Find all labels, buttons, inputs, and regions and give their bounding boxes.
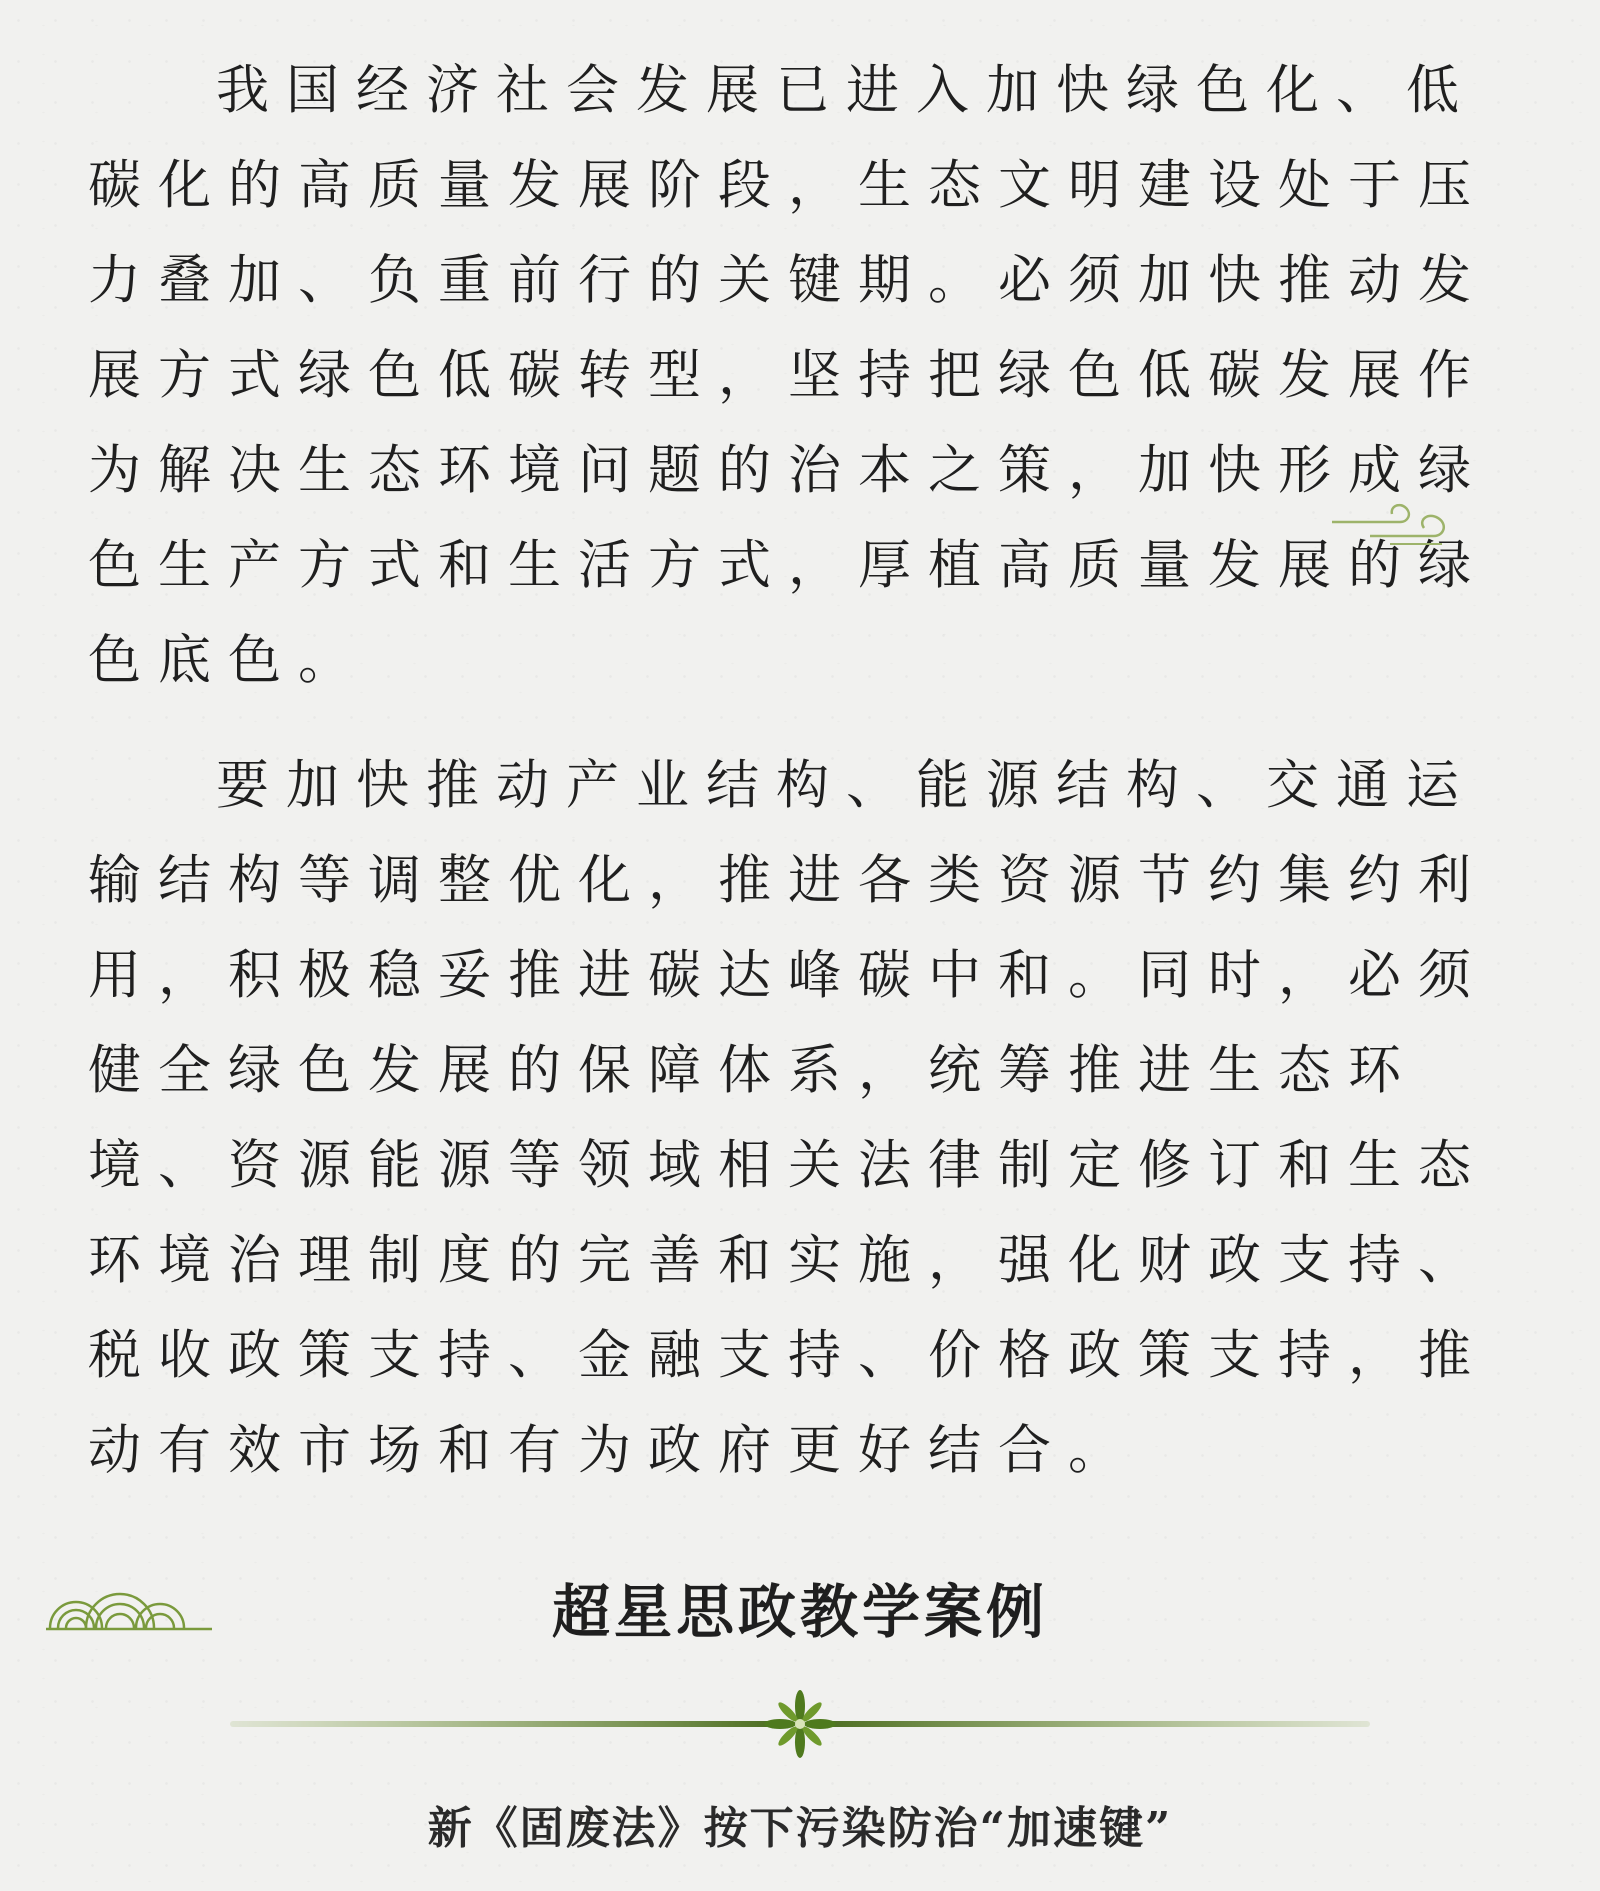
section-title: 超星思政教学案例 [551,1578,1048,1646]
paragraph-2: 要加快推动产业结构、能源结构、交通运输结构等调整优化，推进各类资源节约集约利用，积极稳妥推进碳达峰碳中和。同时，必须健全绿色发展的保障体系，统筹推进生态环境、资源能源等领域相关法律制定修订和生态环境治理制度的完善和实施，强化财政支持、税收政策支持、金融支持、价格政策支持，推动有效市场和有为政府更好结合。 [88,755,1488,1481]
leaf-star-icon [230,1690,1370,1760]
cloud-icon [1330,500,1450,546]
paragraph-1: 我国经济社会发展已进入加快绿色化、低碳化的高质量发展阶段，生态文明建设处于压力叠加、负重前行的关键期。必须加快推动发展方式绿色低碳转型，坚持把绿色低碳发展作为解决生态环境问题的治本之策，加快形成绿色生产方式和生活方式，厚植高质量发展的绿色底色。 [88,60,1488,691]
subtitle: 新《固废法》按下污染防治“加速键” [427,1803,1173,1854]
